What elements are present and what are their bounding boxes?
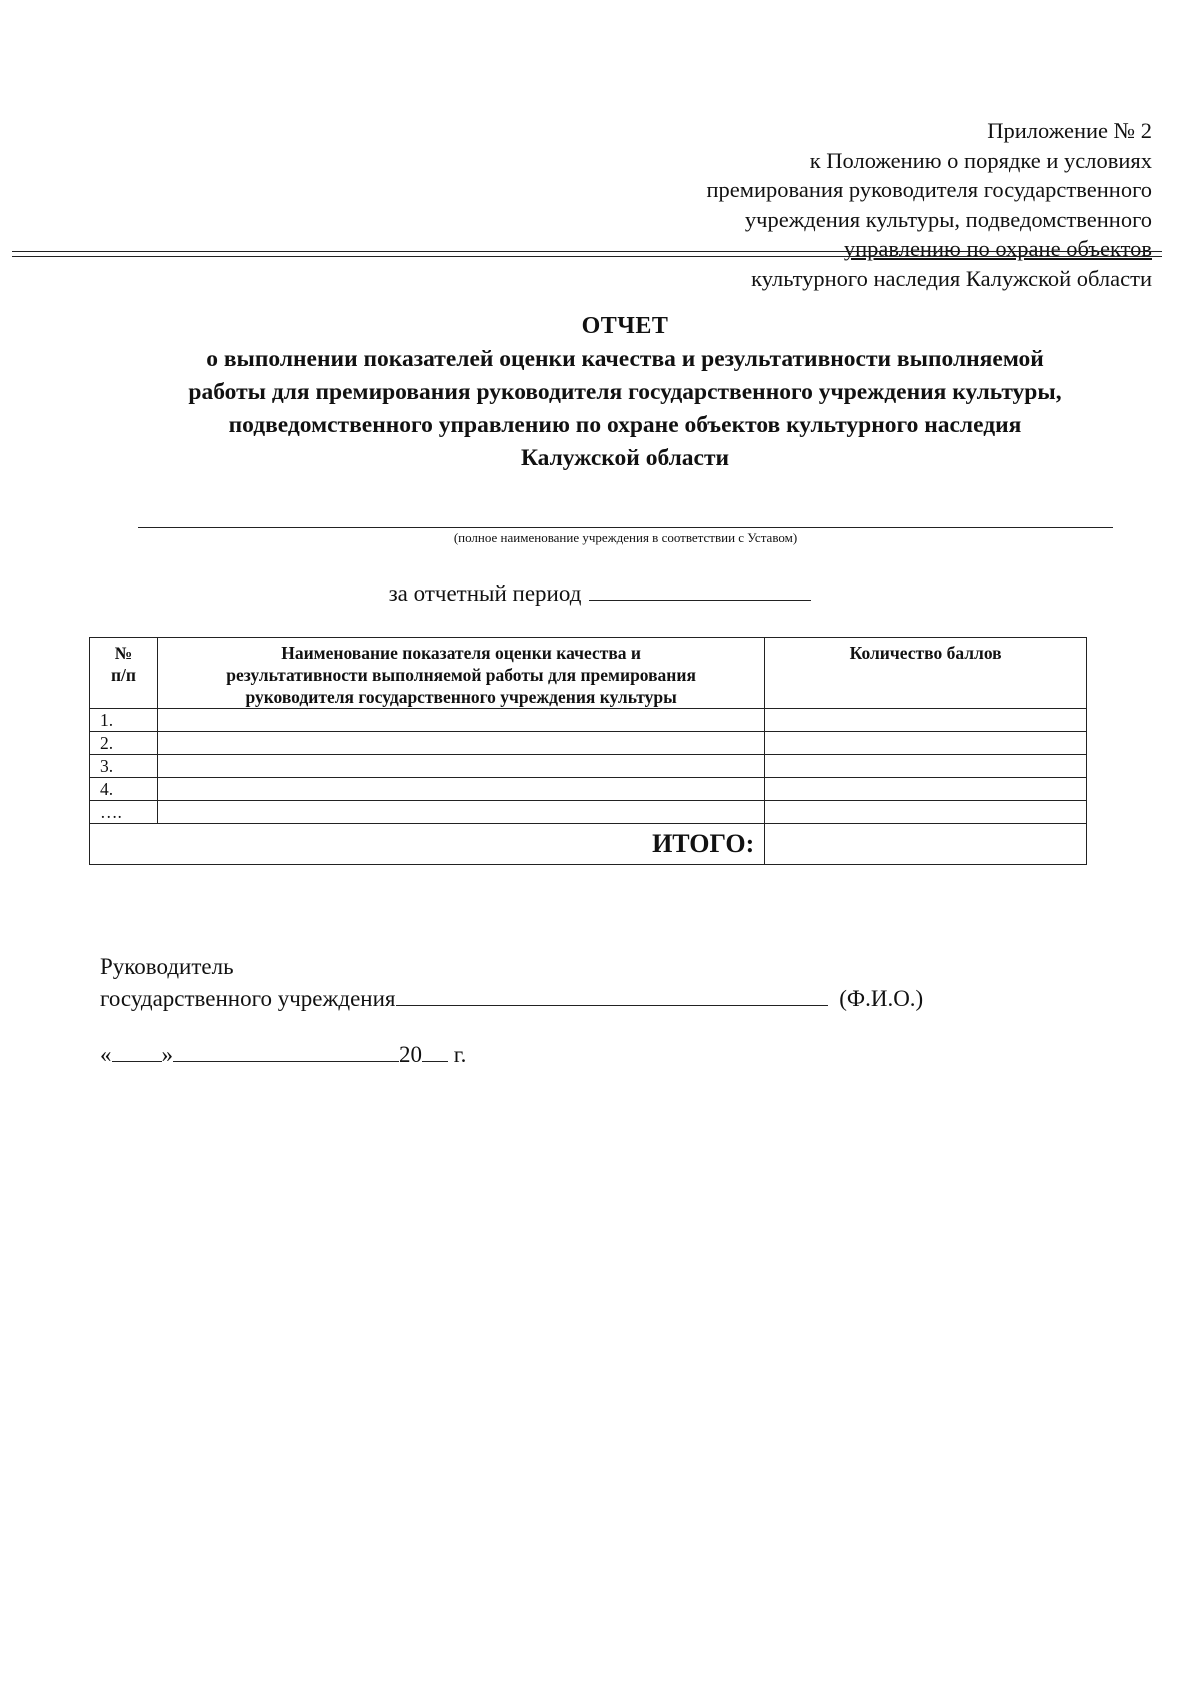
signature-block bbox=[100, 951, 923, 1015]
report-subtitle-line: Калужской области bbox=[520, 445, 730, 471]
row-number: 1. bbox=[90, 709, 158, 732]
date-year-blank[interactable] bbox=[422, 1041, 448, 1062]
date-month-blank[interactable] bbox=[173, 1041, 399, 1062]
date-year-prefix: 20 bbox=[399, 1042, 422, 1067]
row-score-cell[interactable] bbox=[765, 732, 1087, 755]
report-subtitle-line: подведомственного управлению по охране объектов культурного наследия bbox=[228, 412, 1022, 438]
signature-line bbox=[100, 983, 923, 1015]
row-indicator-cell[interactable] bbox=[157, 778, 764, 801]
appendix-line: Приложение № 2 bbox=[987, 118, 1152, 143]
institution-name-blank[interactable] bbox=[138, 527, 1113, 528]
date-year-suffix: г. bbox=[453, 1042, 467, 1067]
date-line bbox=[100, 1041, 466, 1068]
table-row bbox=[90, 778, 1087, 801]
appendix-line bbox=[592, 234, 1152, 264]
row-indicator-cell[interactable] bbox=[157, 755, 764, 778]
header-number-text: № п/п bbox=[110, 643, 136, 685]
signature-title: Руководитель bbox=[100, 954, 234, 979]
header-indicator-name bbox=[157, 638, 764, 709]
signature-blank[interactable] bbox=[396, 983, 828, 1006]
date-day-blank[interactable] bbox=[112, 1041, 162, 1062]
row-indicator-cell[interactable] bbox=[157, 709, 764, 732]
header-indicator-name-text: Наименование показателя оценки качества и результативности выполняемой работы для премирования руководителя государственного учреждения культуры bbox=[226, 643, 696, 707]
table-row bbox=[90, 801, 1087, 824]
table-row bbox=[90, 755, 1087, 778]
report-heading: ОТЧЕТ bbox=[581, 313, 669, 339]
double-rule-divider bbox=[12, 251, 1162, 257]
appendix-line: учреждения культуры, подведомственного bbox=[744, 206, 1152, 232]
header-number bbox=[90, 638, 158, 709]
reporting-period-label: за отчетный период bbox=[388, 581, 582, 606]
institution-name-caption: (полное наименование учреждения в соответствии с Уставом) bbox=[453, 530, 798, 545]
row-number: 4. bbox=[90, 778, 158, 801]
table-header-row bbox=[90, 638, 1087, 709]
report-subtitle-line: о выполнении показателей оценки качества и результативности выполняемой bbox=[206, 346, 1044, 372]
appendix-line: премирования руководителя государственного bbox=[706, 177, 1152, 203]
table-row bbox=[90, 732, 1087, 755]
row-score-cell[interactable] bbox=[765, 709, 1087, 732]
row-number: 3. bbox=[90, 755, 158, 778]
appendix-line-underlined: управлению по охране объектов bbox=[843, 236, 1152, 262]
appendix-line: культурного наследия Калужской области bbox=[751, 265, 1152, 291]
report-title bbox=[90, 310, 1160, 475]
header-score-text: Количество баллов bbox=[849, 643, 1002, 663]
total-label: ИТОГО: bbox=[90, 824, 765, 865]
date-open-quote: « bbox=[100, 1042, 112, 1067]
row-score-cell[interactable] bbox=[765, 778, 1087, 801]
table-row bbox=[90, 709, 1087, 732]
row-score-cell[interactable] bbox=[765, 755, 1087, 778]
appendix-line: к Положению о порядке и условиях bbox=[809, 147, 1152, 173]
reporting-period bbox=[0, 578, 1200, 607]
row-indicator-cell[interactable] bbox=[157, 801, 764, 824]
total-score-cell[interactable] bbox=[765, 824, 1087, 865]
total-row bbox=[90, 824, 1087, 865]
report-subtitle-line: работы для премирования руководителя государственного учреждения культуры, bbox=[188, 379, 1062, 405]
row-number: 2. bbox=[90, 732, 158, 755]
date-close-quote: » bbox=[161, 1042, 173, 1067]
reporting-period-blank[interactable] bbox=[589, 578, 811, 601]
row-number: …. bbox=[90, 801, 158, 824]
signature-fio: (Ф.И.О.) bbox=[839, 986, 924, 1011]
row-score-cell[interactable] bbox=[765, 801, 1087, 824]
appendix-header bbox=[592, 116, 1152, 294]
signature-position: государственного учреждения bbox=[100, 986, 396, 1011]
indicators-table bbox=[89, 637, 1087, 865]
header-score bbox=[765, 638, 1087, 709]
row-indicator-cell[interactable] bbox=[157, 732, 764, 755]
